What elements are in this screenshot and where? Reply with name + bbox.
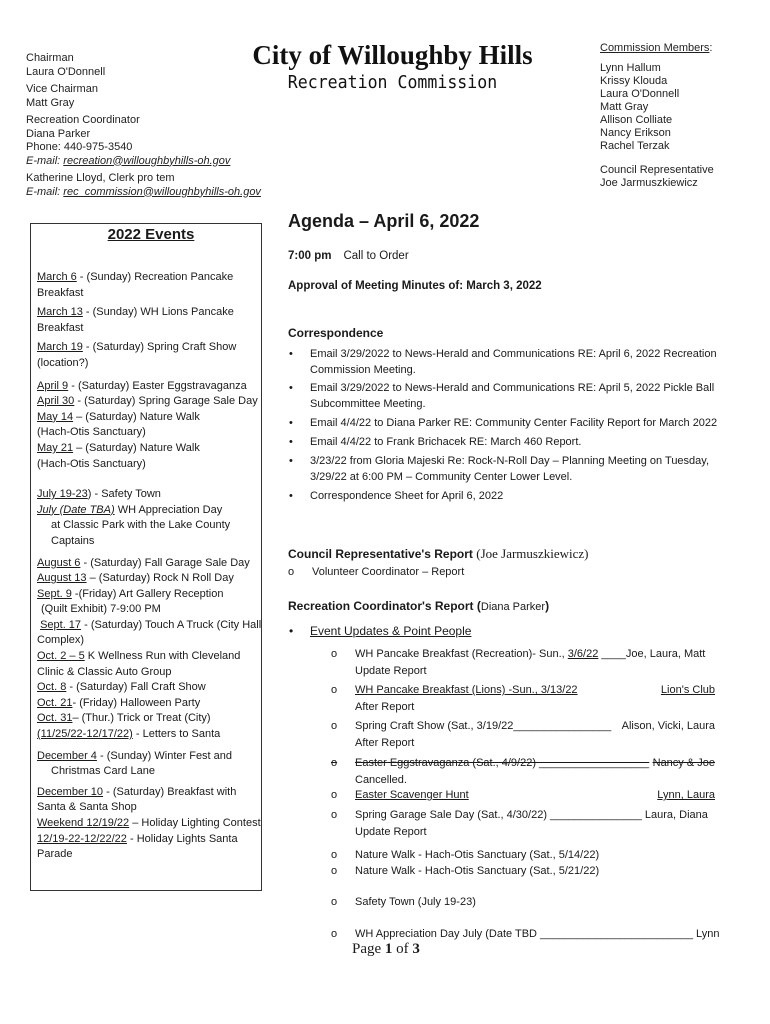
commission-subtitle: Recreation Commission: [287, 72, 498, 93]
circle-bullet-icon: o: [331, 849, 338, 861]
circle-bullet-icon: o: [331, 928, 338, 940]
update-line: [355, 682, 715, 699]
event-date: July 19-23: [37, 488, 88, 501]
event-item: [37, 711, 265, 727]
coordinator-email-line: [26, 155, 286, 169]
update-item: [331, 847, 715, 864]
event-item: [37, 410, 265, 426]
event-date: April 9: [37, 379, 69, 392]
coordinator-report-label: Recreation Coordinator's Report (: [288, 599, 481, 613]
event-text: - (Saturday) Spring Craft Show (location?): [37, 341, 237, 369]
event-date: Oct. 21: [37, 696, 73, 709]
correspondence-text: Email 4/4/22 to Diana Parker RE: Community Center Facility Report for March 2022: [310, 417, 718, 429]
council-report-name: (Joe Jarmuszkiewicz): [476, 546, 589, 561]
council-rep-name: Joe Jarmuszkiewicz: [600, 177, 698, 189]
update-text: Spring Garage Sale Day (Sat., 4/30/22) _______________ Laura, Diana: [355, 809, 708, 821]
event-item: [37, 727, 265, 743]
events-list: [37, 270, 265, 863]
correspondence-item: [289, 346, 730, 378]
correspondence-item: [289, 380, 730, 412]
bullet-icon: •: [289, 348, 293, 360]
member-name: Rachel Terzak: [600, 140, 670, 152]
update-text: Spring Craft Show (Sat., 3/19/22________________: [355, 720, 612, 732]
event-item: [37, 487, 265, 503]
chairman-label: Chairman: [26, 52, 74, 64]
event-text: - (Saturday) Fall Garage Sale Day: [80, 556, 250, 569]
update-item: [331, 787, 715, 804]
update-item: [331, 646, 715, 679]
vice-chairman-name: Matt Gray: [26, 96, 75, 109]
update-item: [331, 807, 715, 840]
update-item: [331, 863, 715, 880]
correspondence-item: [289, 415, 750, 431]
update-people: ____Joe, Laura, Matt: [598, 648, 706, 660]
event-date: Oct. 8: [37, 681, 67, 694]
members-block: [600, 42, 765, 190]
clerk-name: Katherine Lloyd, Clerk pro tem: [26, 172, 175, 184]
call-to-order-line: [288, 250, 409, 262]
event-item: [37, 270, 265, 301]
update-status: Update Report: [355, 664, 427, 677]
event-text: WH Appreciation Day: [114, 503, 223, 516]
event-text: - (Saturday) Breakfast with Santa & Santa Shop: [37, 785, 237, 814]
member-name: Matt Gray: [600, 101, 649, 113]
event-text: ) - Safety Town: [87, 488, 161, 501]
update-line: [355, 718, 715, 735]
circle-bullet-icon: o: [331, 865, 338, 877]
event-subtext: Christmas Card Lane: [51, 765, 155, 778]
circle-bullet-icon: o: [288, 566, 295, 578]
member-name: Laura O'Donnell: [600, 88, 680, 100]
event-item: [37, 394, 265, 410]
update-status: After Report: [355, 700, 415, 713]
event-subtext: (Hach-Otis Sanctuary): [37, 426, 146, 439]
event-item: [37, 832, 265, 863]
circle-bullet-icon: o: [331, 720, 338, 732]
event-date: Sept. 17: [40, 618, 82, 631]
event-item: [37, 649, 265, 680]
circle-bullet-icon: o: [331, 809, 338, 821]
event-text: - (Saturday) Easter Eggstravaganza: [68, 379, 247, 392]
event-date: Oct. 2 – 5: [37, 650, 85, 663]
update-text: Nature Walk - Hach-Otis Sanctuary (Sat., 5/21/22): [355, 865, 600, 877]
update-line: [355, 755, 715, 772]
update-text: WH Pancake Breakfast (Recreation)- Sun.,: [355, 648, 568, 660]
correspondence-text: Correspondence Sheet for April 6, 2022: [310, 490, 504, 502]
approval-of-minutes: Approval of Meeting Minutes of: March 3, 2022: [288, 280, 542, 292]
clerk-email-line: [26, 186, 286, 200]
event-item: [37, 749, 265, 765]
members-heading-colon: :: [709, 42, 713, 54]
bullet-icon: •: [289, 417, 293, 429]
circle-bullet-icon: o: [331, 648, 338, 660]
event-item: [37, 587, 265, 603]
circle-bullet-icon: o: [331, 684, 338, 696]
update-status: Update Report: [355, 825, 427, 838]
event-date: Oct. 31: [37, 712, 73, 725]
update-text: WH Appreciation Day July (Date TBD _________________________ Lynn: [355, 928, 720, 940]
council-rep-label: Council Representative: [600, 164, 714, 176]
council-report-text: Volunteer Coordinator – Report: [312, 566, 465, 578]
event-text: - (Saturday) Touch A Truck (City Hall Complex): [37, 618, 262, 647]
events-heading: 2022 Events: [107, 226, 195, 243]
event-item: [37, 379, 265, 395]
event-text: - (Friday) Halloween Party: [72, 696, 201, 709]
update-item: [331, 894, 715, 911]
member-name: Allison Colliate: [600, 114, 673, 126]
event-date: August 6: [37, 556, 81, 569]
event-subtext: (Hach-Otis Sanctuary): [37, 457, 146, 470]
bullet-icon: •: [289, 455, 293, 467]
council-report-item: [288, 564, 465, 581]
event-text: - (Sunday) WH Lions Pancake Breakfast: [37, 306, 234, 334]
coordinator-phone: Phone: 440-975-3540: [26, 141, 133, 153]
event-text: - Letters to Santa: [132, 728, 221, 741]
correspondence-text: Email 4/4/22 to Frank Brichacek RE: March 460 Report.: [310, 436, 582, 448]
event-item: [37, 556, 265, 572]
update-status: Cancelled.: [355, 773, 407, 786]
event-date: April 30: [37, 395, 75, 408]
circle-bullet-icon: o: [331, 789, 338, 801]
event-date: 12/19-22-12/22/22: [37, 832, 127, 845]
event-updates-item: [289, 624, 472, 638]
coordinator-email-link[interactable]: recreation@willoughbyhills-oh.gov: [63, 154, 231, 167]
email-label: E-mail:: [26, 154, 61, 167]
bullet-icon: •: [289, 624, 294, 638]
event-date: May 14: [37, 410, 74, 423]
council-report-heading: [288, 546, 589, 562]
members-heading: Commission Members: [600, 42, 710, 54]
member-name: Nancy Erikson: [600, 127, 671, 139]
update-text: Safety Town (July 19-23): [355, 896, 476, 908]
update-item: [331, 755, 715, 788]
update-people: Nancy & Joe: [652, 757, 715, 769]
member-name: Lynn Hallum: [600, 62, 661, 74]
update-item: [331, 682, 715, 715]
event-date: March 19: [37, 341, 83, 354]
coordinator-report-heading: [288, 599, 549, 613]
coordinator-label: Recreation Coordinator: [26, 114, 140, 126]
event-text: - (Sunday) Recreation Pancake Breakfast: [37, 271, 234, 299]
correspondence-item: [289, 434, 730, 450]
call-to-order: Call to Order: [343, 250, 409, 262]
update-text: WH Pancake Breakfast (Lions) -Sun., 3/13/22: [355, 684, 578, 696]
member-name: Krissy Klouda: [600, 75, 668, 87]
update-people: Alison, Vicki, Laura: [621, 720, 715, 732]
coordinator-report-close: ): [545, 599, 550, 613]
event-text: -(Friday) Art Gallery Reception: [71, 587, 224, 600]
event-date: December 4: [37, 749, 97, 762]
event-item: [37, 340, 265, 371]
event-subtext: (Quilt Exhibit) 7-9:00 PM: [41, 603, 161, 616]
event-subtext: Captains: [51, 534, 95, 547]
update-text: Easter Eggstravaganza (Sat., 4/9/22) __________________: [355, 757, 650, 769]
event-date: Weekend 12/19/22: [37, 817, 130, 829]
page-of: of: [392, 941, 413, 957]
event-date: May 21: [37, 441, 74, 454]
clerk-email-link[interactable]: rec_commission@willoughbyhills-oh.gov: [63, 185, 261, 198]
event-text: - Holiday Lights Santa Parade: [37, 832, 238, 861]
event-item: [37, 816, 265, 832]
event-item: [37, 571, 265, 587]
event-item: [37, 680, 265, 696]
event-text: – (Thur.) Trick or Treat (City): [72, 712, 211, 725]
event-subtext: at Classic Park with the Lake County: [51, 519, 231, 532]
update-line: [355, 787, 715, 804]
event-date: December 10: [37, 785, 104, 798]
event-text: - (Saturday) Spring Garage Sale Day: [74, 395, 258, 408]
event-item: [37, 696, 265, 712]
council-report-label: Council Representative's Report: [288, 547, 477, 561]
event-item: [37, 503, 265, 519]
event-item: [37, 305, 265, 336]
members-heading-line: [600, 42, 765, 55]
coordinator-report-name: Diana Parker: [480, 601, 546, 613]
event-updates-label: Event Updates & Point People: [310, 624, 472, 638]
correspondence-item: [289, 488, 730, 504]
correspondence-text: 3/23/22 from Gloria Majeski Re: Rock-N-Roll Day – Planning Meeting on Tuesday, 3/29/22 at 6:00 PM – Community Center Lower Level.: [310, 455, 710, 483]
page-label: Page: [352, 941, 385, 957]
correspondence-item: [289, 453, 730, 485]
circle-bullet-icon: o: [331, 757, 338, 769]
page-current: 1: [384, 941, 393, 957]
update-text: Easter Scavenger Hunt: [355, 789, 469, 801]
coordinator-name: Diana Parker: [26, 127, 91, 140]
event-text: - (Sunday) Winter Fest and: [96, 749, 233, 762]
event-item: [37, 441, 265, 457]
event-date: (11/25/22-12/17/22): [37, 728, 133, 741]
meeting-time: 7:00 pm: [288, 250, 332, 262]
update-item: [331, 718, 715, 751]
event-text: – (Saturday) Nature Walk: [73, 441, 200, 454]
event-date: July (Date TBA): [37, 503, 115, 516]
update-date: 3/6/22: [567, 648, 599, 660]
agenda-title: Agenda – April 6, 2022: [288, 211, 480, 231]
bullet-icon: •: [289, 490, 293, 502]
update-people: Lynn, Laura: [657, 789, 715, 801]
event-text: – (Saturday) Rock N Roll Day: [86, 572, 234, 585]
circle-bullet-icon: o: [331, 896, 338, 908]
event-date: March 6: [37, 271, 77, 283]
event-text: – Holiday Lighting Contest: [129, 817, 261, 829]
chairman-name: Laura O'Donnell: [26, 65, 106, 78]
bullet-icon: •: [289, 382, 293, 394]
page-number: [352, 941, 420, 958]
page-total: 3: [412, 941, 420, 957]
city-title: City of Willoughby Hills: [252, 40, 533, 70]
event-date: Sept. 9: [37, 587, 72, 600]
bullet-icon: •: [289, 436, 293, 448]
update-status: After Report: [355, 736, 415, 749]
event-date: August 13: [37, 572, 87, 585]
correspondence-heading: Correspondence: [288, 326, 384, 340]
update-people: Lion's Club: [660, 684, 715, 696]
event-text: – (Saturday) Nature Walk: [73, 410, 200, 423]
update-text: Nature Walk - Hach-Otis Sanctuary (Sat., 5/14/22): [355, 849, 600, 861]
event-text: - (Saturday) Fall Craft Show: [66, 681, 206, 694]
clerk-email-label: E-mail:: [26, 185, 61, 198]
vice-chairman-label: Vice Chairman: [26, 83, 98, 95]
event-item: [37, 618, 265, 649]
event-date: March 13: [37, 306, 83, 319]
event-text: K Wellness Run with Cleveland Clinic & Classic Auto Group: [37, 650, 241, 678]
correspondence-text: Email 3/29/2022 to News-Herald and Communications RE: April 5, 2022 Pickle Ball Subcommittee Meeting.: [310, 382, 715, 410]
event-item: [37, 785, 265, 816]
correspondence-text: Email 3/29/2022 to News-Herald and Communications RE: April 6, 2022 Recreation Commission Meeting.: [310, 348, 717, 376]
